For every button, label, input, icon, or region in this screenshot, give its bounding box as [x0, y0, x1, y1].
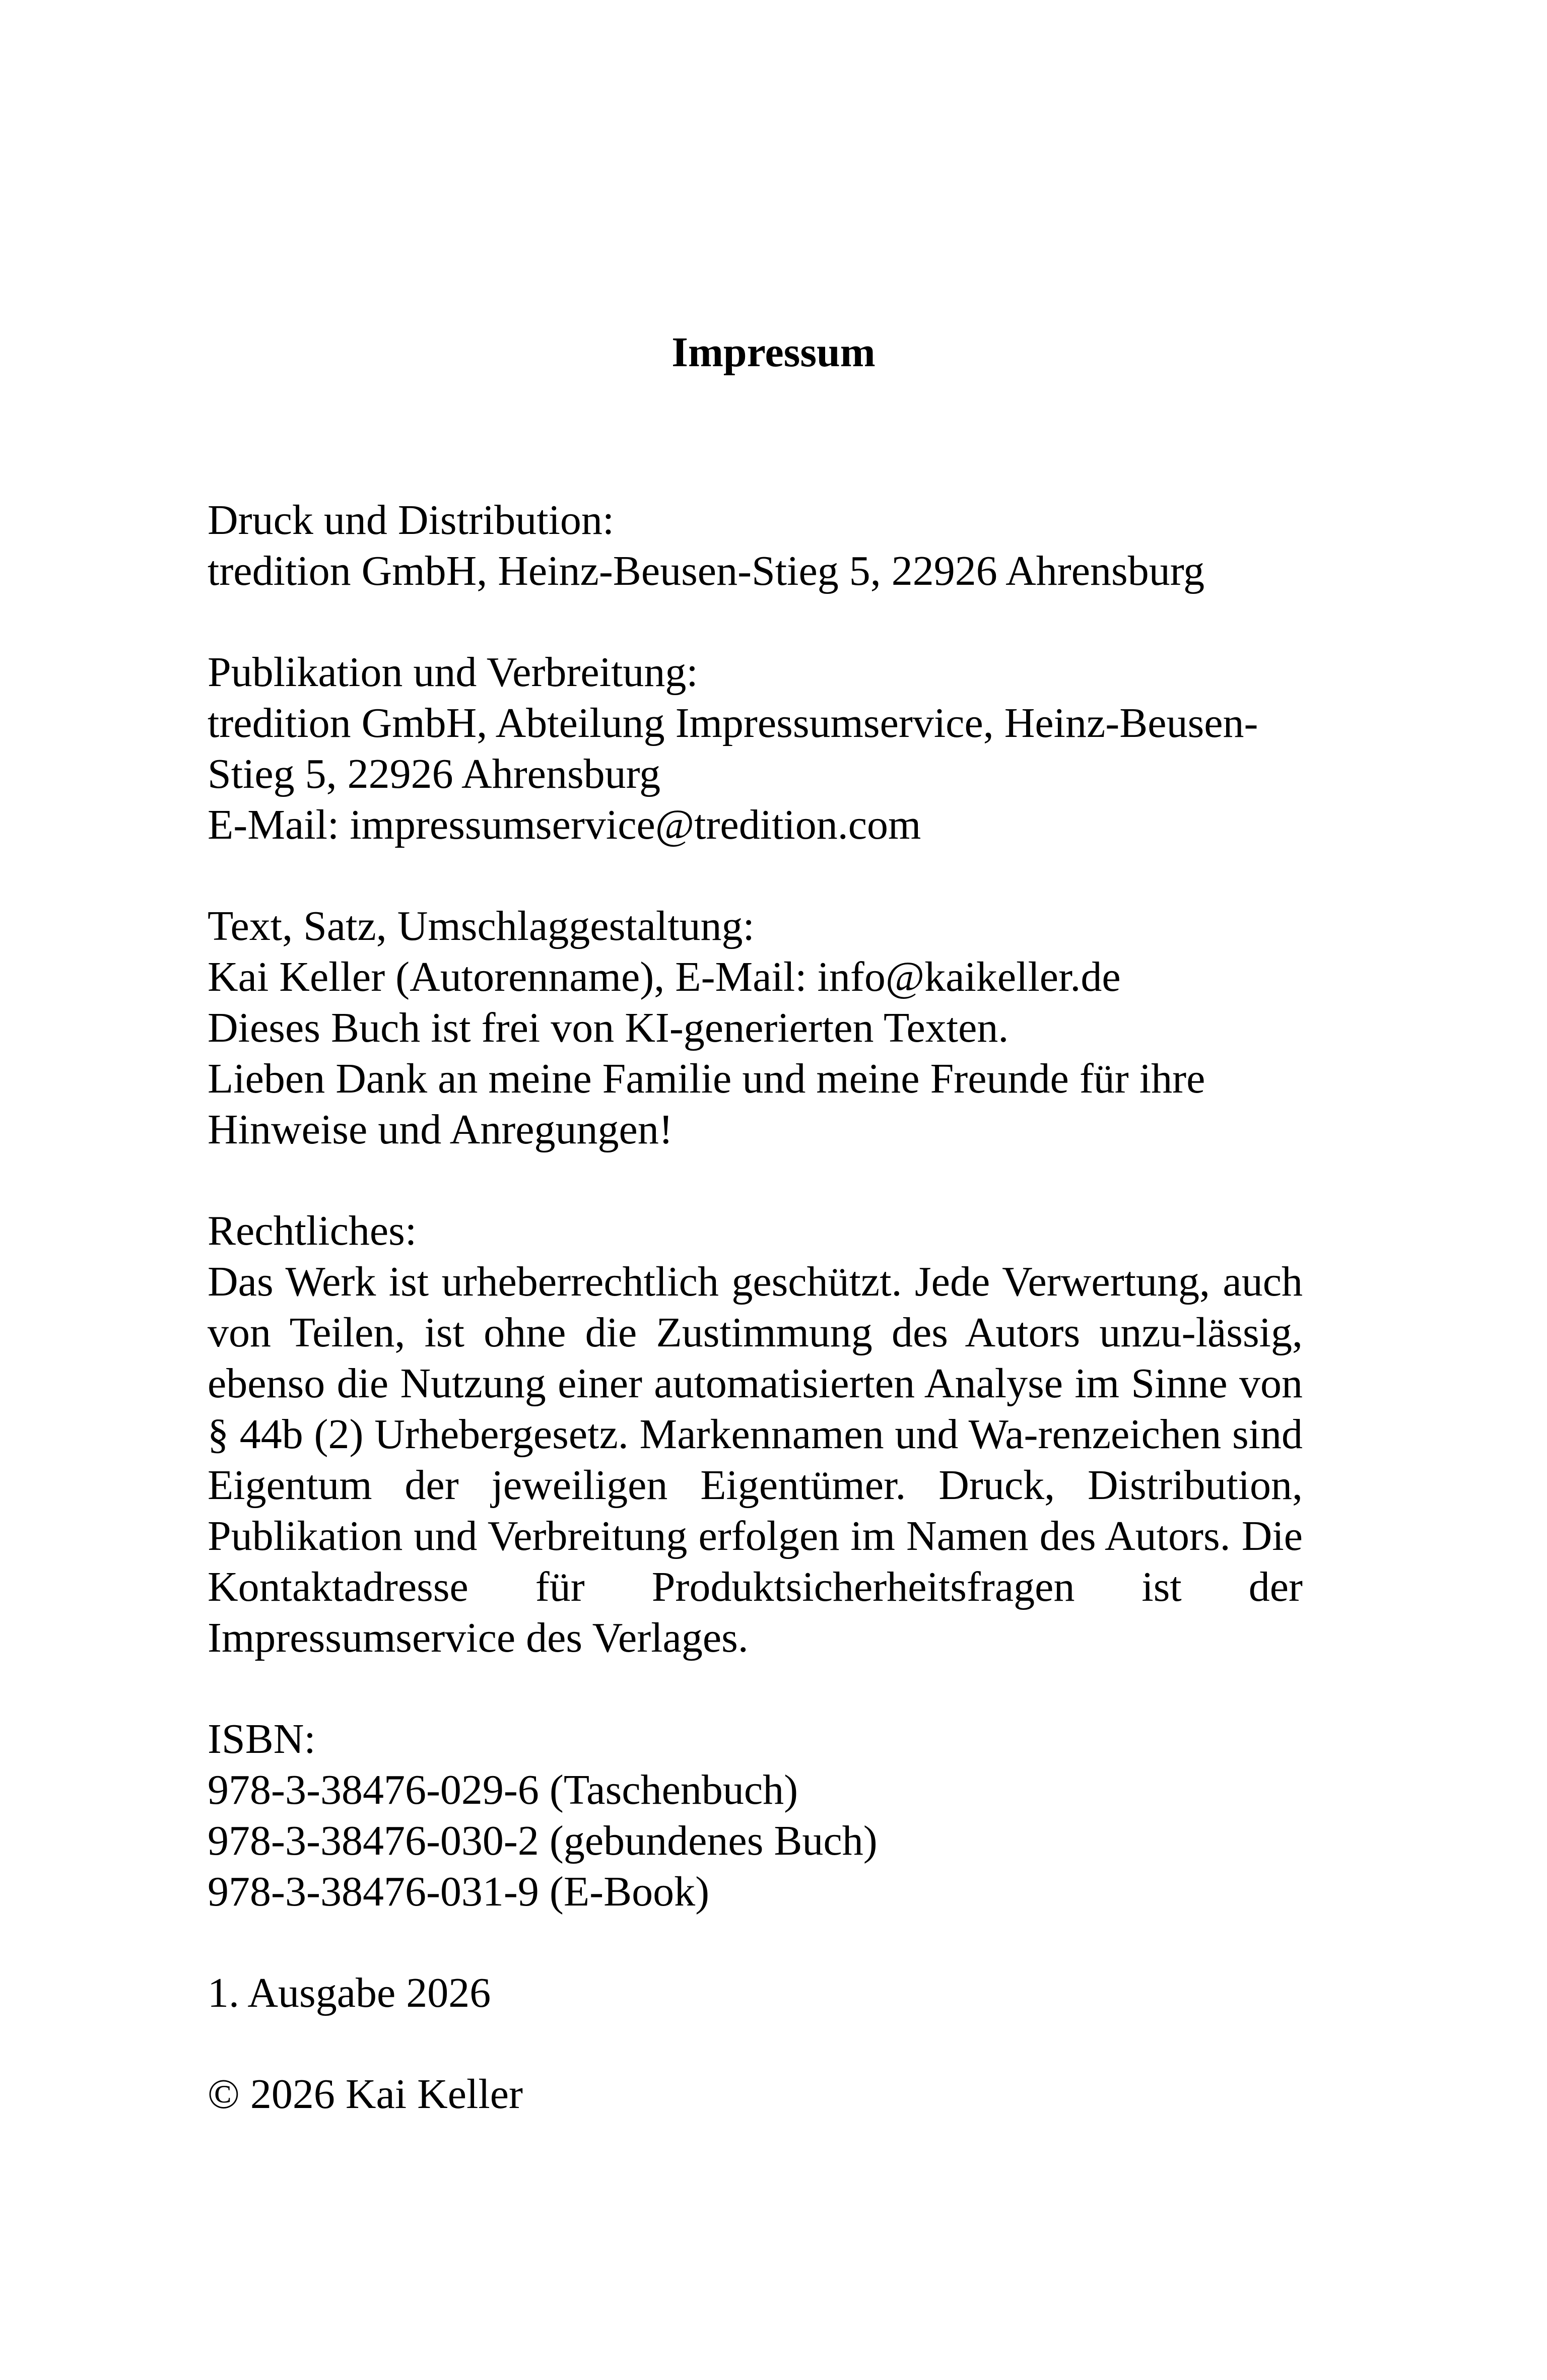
section-line: E-Mail: impressumservice@tredition.com	[208, 801, 921, 848]
isbn-line: 978-3-38476-031-9 (E-Book)	[208, 1868, 710, 1915]
section-line: tredition GmbH, Heinz-Beusen-Stieg 5, 22926 Ahrensburg	[208, 548, 1205, 594]
section-publication	[208, 647, 1303, 850]
section-heading: Text, Satz, Umschlaggestaltung:	[208, 903, 755, 949]
section-line: tredition GmbH, Abteilung Impressumservice, Heinz-Beusen-	[208, 700, 1258, 746]
section-heading: Publikation und Verbreitung:	[208, 649, 698, 696]
edition	[208, 1967, 1303, 2018]
page-title: Impressum	[671, 329, 876, 376]
copyright-text: © 2026 Kai Keller	[208, 2071, 523, 2118]
section-heading: ISBN:	[208, 1716, 316, 1762]
section-line: Lieben Dank an meine Familie und meine Freunde für ihre	[208, 1055, 1205, 1102]
section-isbn	[208, 1714, 1303, 1917]
copyright	[208, 2069, 1303, 2120]
edition-text: 1. Ausgabe 2026	[208, 1969, 491, 2016]
section-text-layout	[208, 901, 1303, 1155]
section-legal	[208, 1205, 1303, 1663]
section-heading: Druck und Distribution:	[208, 497, 615, 543]
imprint-content	[208, 495, 1303, 2170]
section-line: Stieg 5, 22926 Ahrensburg	[208, 751, 661, 797]
section-line: Hinweise und Anregungen!	[208, 1106, 673, 1153]
legal-paragraph: Das Werk ist urheberrechtlich geschützt. Jede Verwertung, auch von Teilen, ist ohne die Zustimmung des Autors unzu-lässig, ebenso die Nutzung einer automatisierten Analyse im Sinne von § 44b (2) Urhebergesetz. Markennamen und Wa-renzeichen sind Eigentum der jeweiligen Eigentümer. Druck, Distribution, Publikation und Verbreitung erfolgen im Namen des Autors. Die Kontaktadresse für Produktsicherheitsfragen ist der Impressumservice des Verlages.	[208, 1258, 1303, 1661]
section-line: Dieses Buch ist frei von KI-generierten Texten.	[208, 1004, 1009, 1051]
section-line: Kai Keller (Autorenname), E-Mail: info@kaikeller.de	[208, 954, 1121, 1000]
section-print-distribution	[208, 495, 1303, 596]
section-heading: Rechtliches:	[208, 1207, 417, 1254]
isbn-line: 978-3-38476-030-2 (gebundenes Buch)	[208, 1817, 878, 1864]
isbn-line: 978-3-38476-029-6 (Taschenbuch)	[208, 1766, 798, 1813]
